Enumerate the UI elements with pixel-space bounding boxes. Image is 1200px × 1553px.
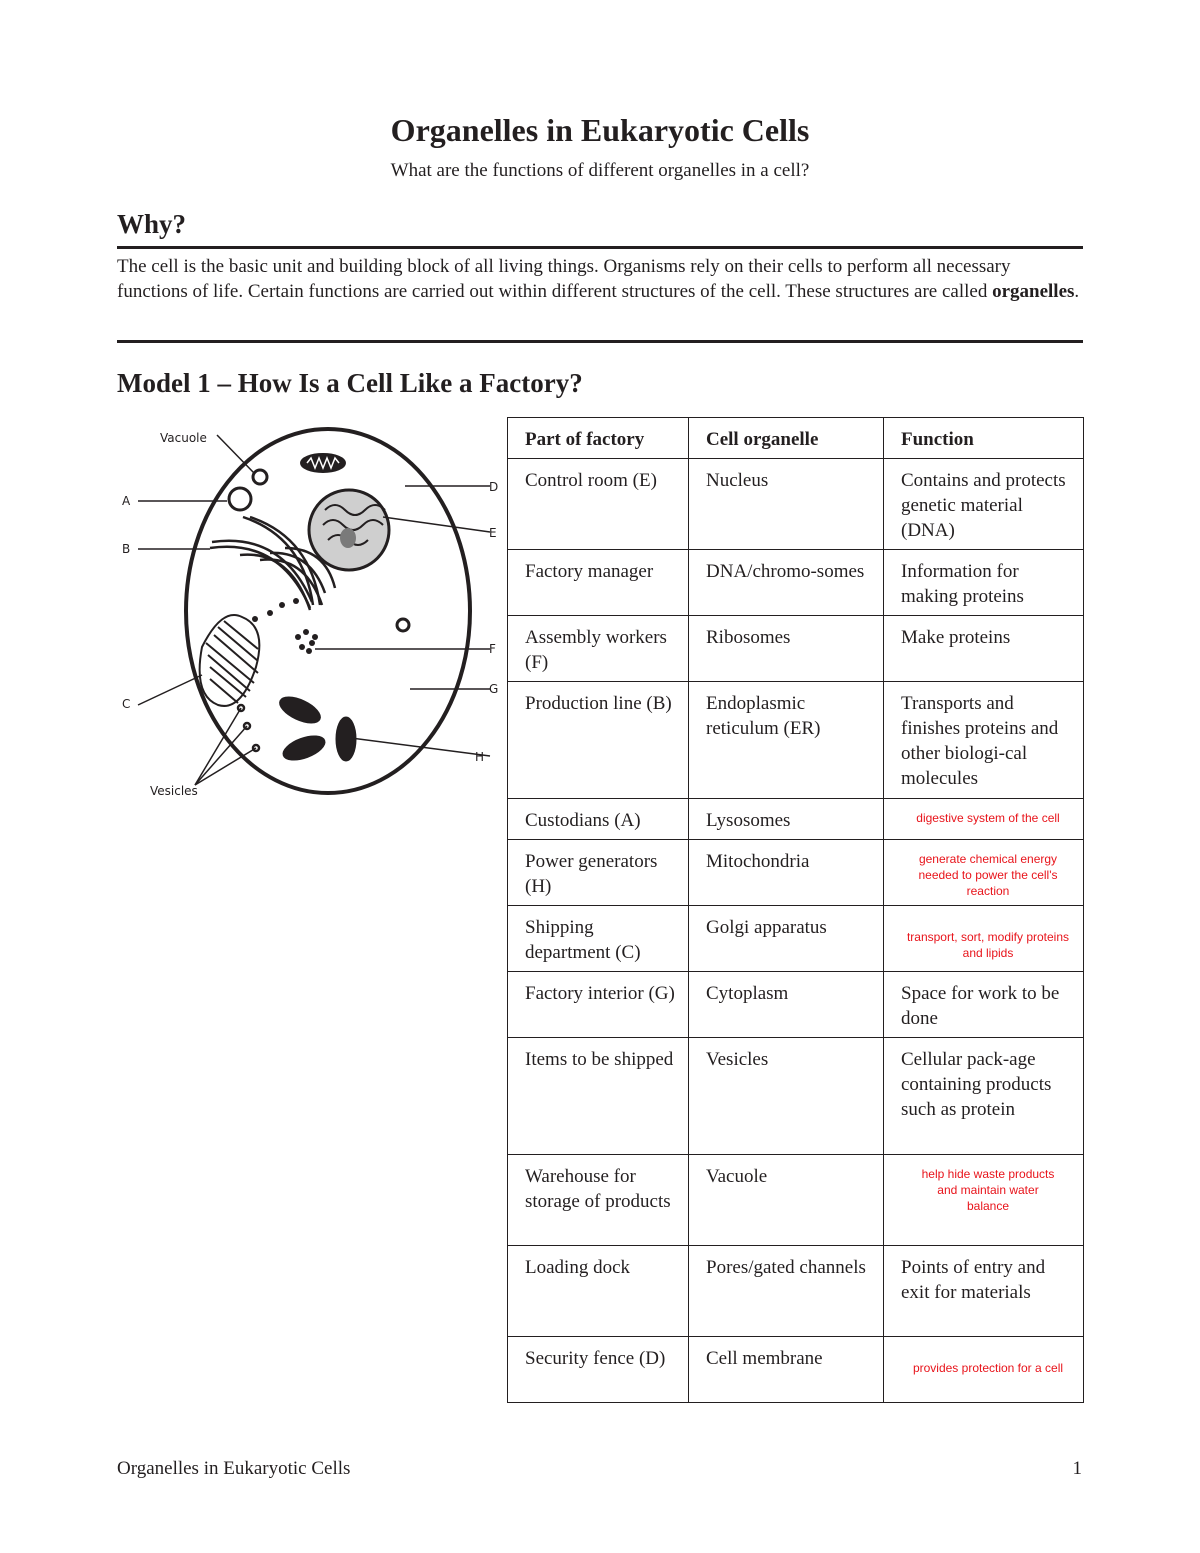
model-heading: Model 1 – How Is a Cell Like a Factory? xyxy=(117,368,583,398)
table-row xyxy=(508,550,1084,616)
cell-organelle: Vesicles xyxy=(689,1038,884,1155)
handwritten-answer: provides protection for a cell xyxy=(912,1361,1064,1375)
cell-part: Production line (B) xyxy=(508,682,689,799)
cell-part: Factory interior (G) xyxy=(508,972,689,1038)
handwritten-answer: help hide waste products and maintain water balance xyxy=(921,1167,1055,1213)
cell-function: Transports and finishes proteins and other biologi-cal molecules xyxy=(884,682,1084,799)
label-f: F xyxy=(489,642,496,656)
label-vesicles: Vesicles xyxy=(150,784,198,798)
cell-function-answer xyxy=(884,1337,1084,1403)
table-row xyxy=(508,1155,1084,1246)
cell-function: Information for making proteins xyxy=(884,550,1084,616)
page-number: 1 xyxy=(1072,1458,1082,1479)
cell-part: Custodians (A) xyxy=(508,799,689,840)
page-title: Organelles in Eukaryotic Cells xyxy=(390,112,810,148)
handwritten-answer: digestive system of the cell xyxy=(916,811,1060,825)
cell-organelle: Nucleus xyxy=(689,459,884,550)
factory-organelle-table xyxy=(507,417,1084,1403)
cell-function-answer xyxy=(884,799,1084,840)
cell-function: Contains and protects genetic material (DNA) xyxy=(884,459,1084,550)
label-vacuole: Vacuole xyxy=(160,431,207,445)
table-row xyxy=(508,972,1084,1038)
why-text-start: The cell is the basic unit and building block of all living things. Organisms rely on their cells to perform all necessary functions of life. Certain functions are carried out within different structures of the cell. These structures are called xyxy=(117,256,1011,302)
table-row xyxy=(508,1246,1084,1337)
header-cell-organelle: Cell organelle xyxy=(689,418,884,459)
table-row xyxy=(508,459,1084,550)
cell-part: Assembly workers (F) xyxy=(508,616,689,682)
section-divider-bottom xyxy=(117,340,1083,343)
cell-part: Shipping department (C) xyxy=(508,906,689,972)
cell-organelle: DNA/chromo-somes xyxy=(689,550,884,616)
label-a: A xyxy=(122,494,131,508)
cell-part: Loading dock xyxy=(508,1246,689,1337)
cell-function: Cellular pack-age containing products such as protein xyxy=(884,1038,1084,1155)
label-e: E xyxy=(489,526,497,540)
why-text-end: . xyxy=(1074,281,1080,302)
cell-organelle: Cytoplasm xyxy=(689,972,884,1038)
section-divider-top xyxy=(117,246,1083,249)
footer-title: Organelles in Eukaryotic Cells xyxy=(117,1458,351,1479)
why-paragraph xyxy=(117,254,1083,304)
label-c: C xyxy=(122,697,131,711)
cell-organelle: Golgi apparatus xyxy=(689,906,884,972)
table-row xyxy=(508,682,1084,799)
cell-function: Space for work to be done xyxy=(884,972,1084,1038)
table-row xyxy=(508,906,1084,972)
table-row xyxy=(508,799,1084,840)
cell-function: Points of entry and exit for materials xyxy=(884,1246,1084,1337)
cell-organelle: Pores/gated channels xyxy=(689,1246,884,1337)
header-function: Function xyxy=(884,418,1084,459)
table-row xyxy=(508,616,1084,682)
table-header-row xyxy=(508,418,1084,459)
handwritten-answer: transport, sort, modify proteins and lipids xyxy=(906,930,1070,960)
handwritten-answer: generate chemical energy needed to power the cell's reaction xyxy=(918,852,1058,898)
cell-part: Items to be shipped xyxy=(508,1038,689,1155)
label-h: H xyxy=(475,750,485,764)
label-g: G xyxy=(489,682,499,696)
cell-function-answer xyxy=(884,840,1084,906)
cell-organelle: Lysosomes xyxy=(689,799,884,840)
cell-part: Control room (E) xyxy=(508,459,689,550)
table-row xyxy=(508,840,1084,906)
cell-function: Make proteins xyxy=(884,616,1084,682)
table-row xyxy=(508,1038,1084,1155)
cell-membrane xyxy=(186,429,470,793)
why-keyword: organelles xyxy=(992,281,1075,302)
cell-organelle: Endoplasmic reticulum (ER) xyxy=(689,682,884,799)
nucleolus xyxy=(340,528,356,548)
cell-function-answer xyxy=(884,906,1084,972)
why-heading: Why? xyxy=(117,209,187,239)
cell-organelle: Mitochondria xyxy=(689,840,884,906)
cell-organelle: Ribosomes xyxy=(689,616,884,682)
cell-organelle: Cell membrane xyxy=(689,1337,884,1403)
page-subtitle: What are the functions of different organelles in a cell? xyxy=(390,160,810,181)
label-d: D xyxy=(489,480,499,494)
header-part-of-factory: Part of factory xyxy=(508,418,689,459)
cell-organelle: Vacuole xyxy=(689,1155,884,1246)
cell-part: Factory manager xyxy=(508,550,689,616)
cell-function-answer xyxy=(884,1155,1084,1246)
cell-diagram xyxy=(110,415,510,815)
label-b: B xyxy=(122,542,131,556)
cell-part: Warehouse for storage of products xyxy=(508,1155,689,1246)
cell-part: Power generators (H) xyxy=(508,840,689,906)
table-row xyxy=(508,1337,1084,1403)
cell-part: Security fence (D) xyxy=(508,1337,689,1403)
